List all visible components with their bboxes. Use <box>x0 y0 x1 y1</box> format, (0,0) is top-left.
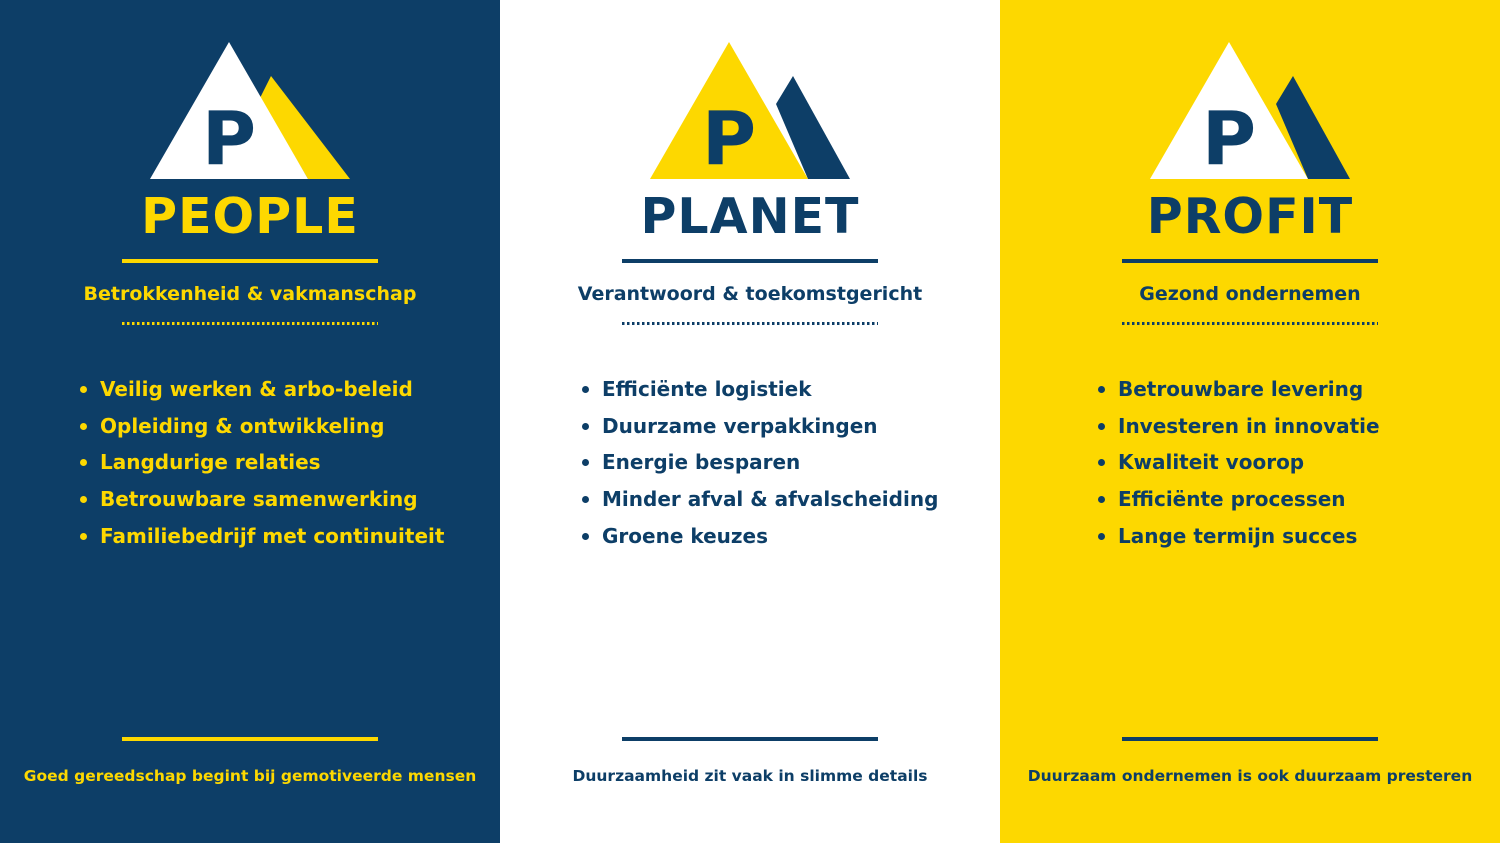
list-item-text: Kwaliteit voorop <box>1118 450 1305 475</box>
list-item <box>80 481 444 518</box>
planet-column <box>500 0 1000 843</box>
title-divider <box>122 259 378 263</box>
logo-letter: P <box>701 96 757 180</box>
list-item <box>1098 444 1380 481</box>
bullet-icon <box>80 533 87 540</box>
column-tagline: Duurzaamheid zit vaak in slimme details <box>572 767 928 785</box>
dotted-divider <box>122 322 378 325</box>
list-item-text: Langdurige relaties <box>100 450 321 475</box>
list-item-text: Betrouwbare levering <box>1118 377 1364 401</box>
logo-letter: P <box>201 96 257 180</box>
bottom-divider <box>122 737 378 741</box>
list-item-text: Energie besparen <box>602 450 801 475</box>
bullet-icon <box>1098 386 1105 393</box>
list-item-text: Efficiënte processen <box>1118 487 1346 512</box>
profit-column <box>1000 0 1500 843</box>
logo-letter: P <box>1201 96 1257 180</box>
bullet-icon <box>582 386 589 393</box>
bullet-icon <box>80 386 87 393</box>
people-column <box>0 0 500 843</box>
list-item <box>80 444 444 481</box>
list-item <box>1098 408 1380 445</box>
column-title: PEOPLE <box>141 188 359 245</box>
bullet-icon <box>1098 423 1105 430</box>
bullet-list <box>80 371 444 554</box>
dotted-divider <box>1122 322 1378 325</box>
list-item <box>80 408 444 445</box>
list-item <box>582 408 938 445</box>
mountain-logo-icon <box>1150 42 1350 180</box>
bullet-icon <box>582 533 589 540</box>
bullet-icon <box>1098 533 1105 540</box>
list-item-text: Efficiënte logistiek <box>602 377 812 401</box>
list-item <box>80 371 444 408</box>
list-item-text: Opleiding & ontwikkeling <box>100 413 385 438</box>
bullet-icon <box>1098 459 1105 466</box>
column-subtitle: Betrokkenheid & vakmanschap <box>83 283 417 305</box>
bottom-divider <box>1122 737 1378 741</box>
bullet-icon <box>80 423 87 430</box>
bullet-list <box>582 371 938 554</box>
list-item-text: Betrouwbare samenwerking <box>100 487 418 512</box>
mountain-logo-icon <box>650 42 850 180</box>
bullet-icon <box>80 459 87 466</box>
list-item <box>1098 518 1380 555</box>
column-tagline: Goed gereedschap begint bij gemotiveerde mensen <box>23 767 477 785</box>
mountain-logo-icon <box>150 42 350 180</box>
list-item-text: Minder afval & afvalscheiding <box>602 487 939 512</box>
list-item <box>582 371 938 408</box>
bullet-icon <box>1098 496 1105 503</box>
dotted-divider <box>622 322 878 325</box>
list-item <box>582 518 938 555</box>
bullet-icon <box>80 496 87 503</box>
list-item <box>1098 371 1380 408</box>
title-divider <box>1122 259 1378 263</box>
list-item <box>582 444 938 481</box>
column-subtitle: Gezond ondernemen <box>1139 283 1361 305</box>
bullet-list <box>1098 371 1380 554</box>
list-item-text: Veilig werken & arbo-beleid <box>100 377 413 401</box>
bullet-icon <box>582 423 589 430</box>
list-item-text: Familiebedrijf met continuiteit <box>100 523 445 548</box>
list-item-text: Groene keuzes <box>602 523 769 548</box>
bullet-icon <box>582 459 589 466</box>
column-title: PLANET <box>640 188 860 245</box>
column-subtitle: Verantwoord & toekomstgericht <box>577 283 923 305</box>
list-item-text: Lange termijn succes <box>1118 523 1358 548</box>
list-item <box>582 481 938 518</box>
column-title: PROFIT <box>1146 188 1354 245</box>
bottom-divider <box>622 737 878 741</box>
column-tagline: Duurzaam ondernemen is ook duurzaam presteren <box>1027 767 1473 785</box>
bullet-icon <box>582 496 589 503</box>
list-item <box>80 518 444 555</box>
title-divider <box>622 259 878 263</box>
list-item-text: Duurzame verpakkingen <box>602 413 878 438</box>
list-item <box>1098 481 1380 518</box>
list-item-text: Investeren in innovatie <box>1118 413 1380 438</box>
